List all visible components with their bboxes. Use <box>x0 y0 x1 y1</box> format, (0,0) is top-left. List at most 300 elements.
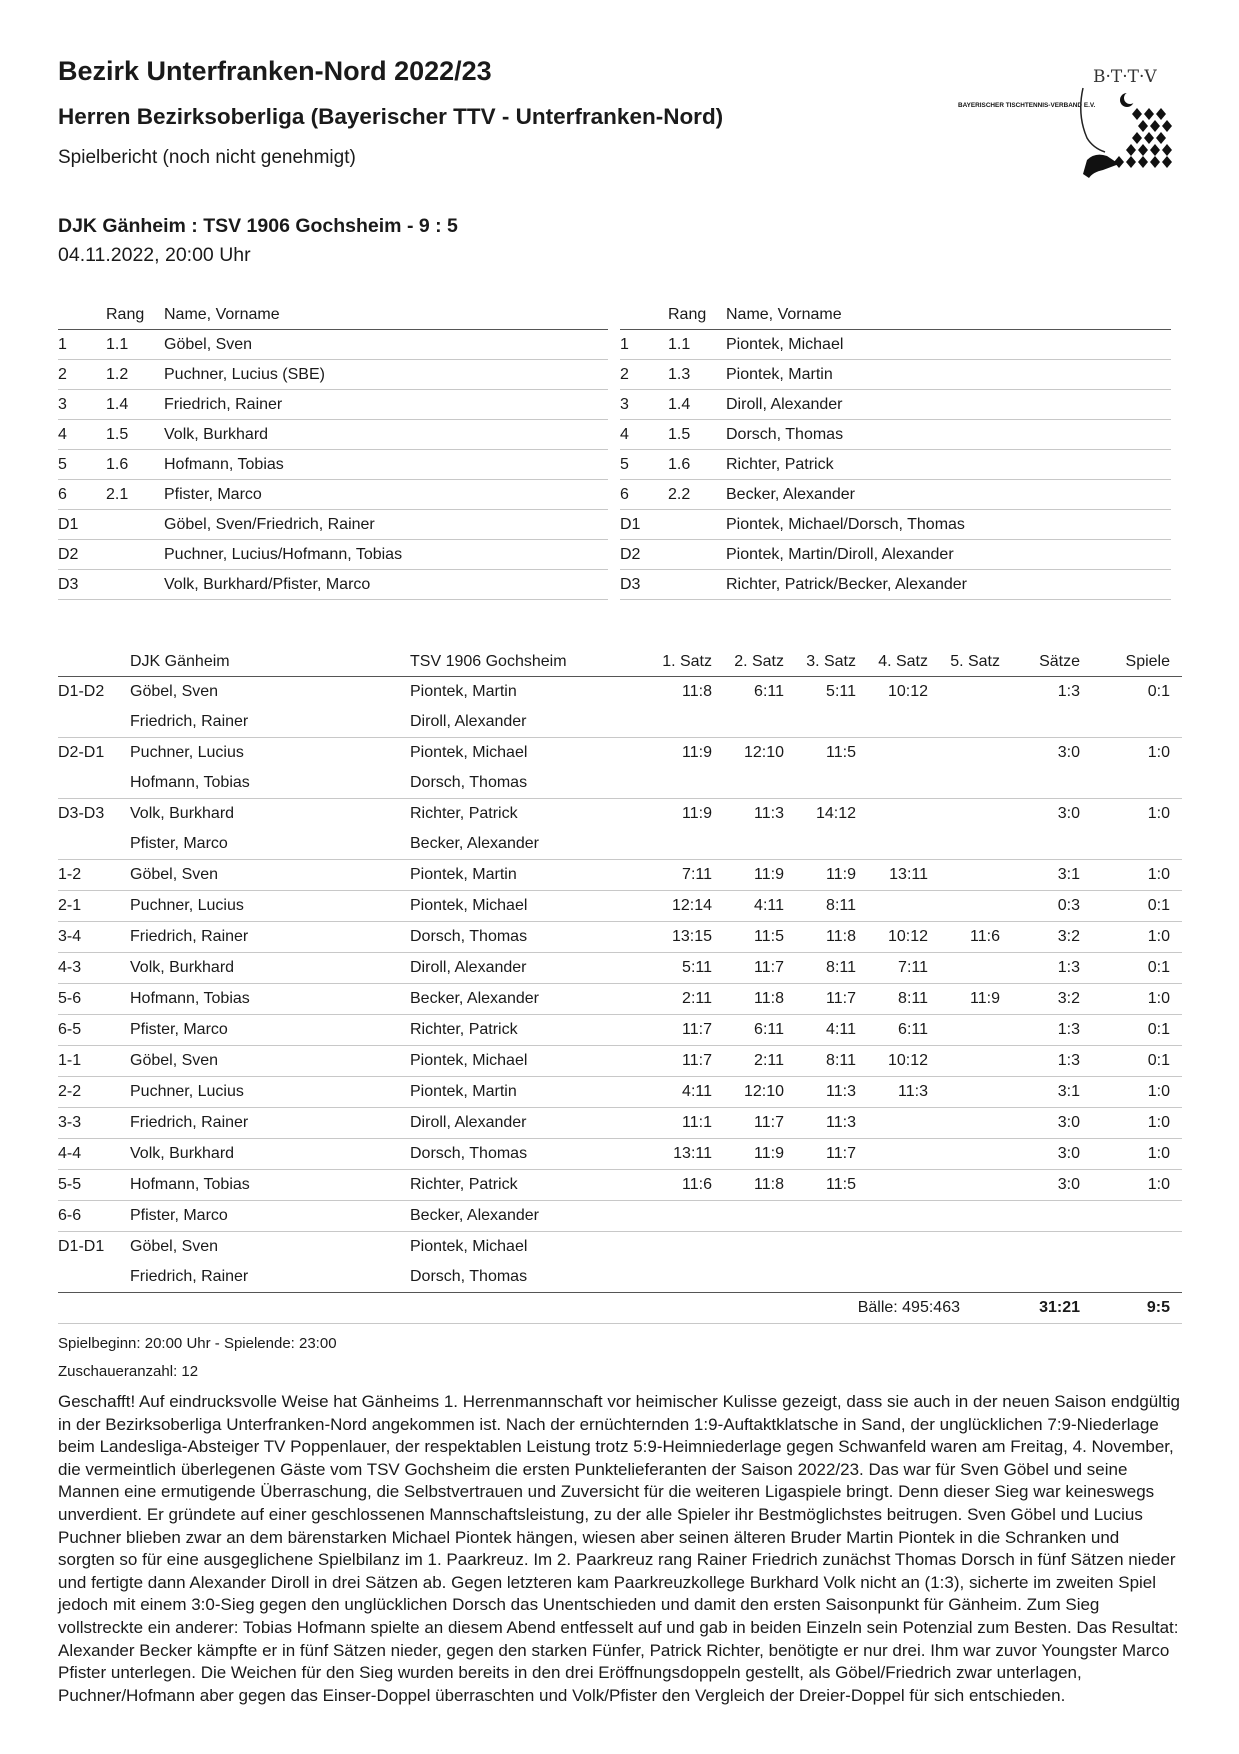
lineup-rang: 1.6 <box>106 450 164 480</box>
game-set-score: 13:15 <box>648 922 724 953</box>
game-guest-player: Richter, Patrick <box>410 1015 648 1046</box>
game-home-player: Puchner, Lucius <box>130 1077 410 1108</box>
lineup-row <box>620 390 1171 420</box>
game-home-player: Göbel, Sven <box>130 1232 410 1263</box>
game-set-score: 11:3 <box>724 799 796 830</box>
lineup-name: Piontek, Martin <box>726 360 1171 390</box>
game-row <box>58 1201 1182 1232</box>
game-home-partner: Friedrich, Rainer <box>130 1268 249 1285</box>
lineup-rang: 1.4 <box>106 390 164 420</box>
game-result <box>1092 1232 1182 1263</box>
lineup-name: Puchner, Lucius (SBE) <box>164 360 608 390</box>
lineup-row <box>620 480 1171 510</box>
lineup-rang: 1.5 <box>668 420 726 450</box>
lineup-pos: 5 <box>620 450 668 480</box>
game-guest-player: Becker, Alexander <box>410 1201 648 1232</box>
game-guest-player: Diroll, Alexander <box>410 953 648 984</box>
game-guest-player: Piontek, Michael <box>410 1046 648 1077</box>
game-set-score: 11:8 <box>724 984 796 1015</box>
col-rang-header: Rang <box>106 301 164 330</box>
game-home-player: Volk, Burkhard <box>130 1139 410 1170</box>
game-result: 0:1 <box>1092 1015 1182 1046</box>
game-guest-player: Piontek, Michael <box>410 1232 648 1263</box>
col-saetze-header: Sätze <box>1012 648 1092 677</box>
lineup-name: Richter, Patrick <box>726 450 1171 480</box>
game-row <box>58 891 1182 922</box>
game-set-score: 4:11 <box>796 1015 868 1046</box>
lineup-name: Volk, Burkhard/Pfister, Marco <box>164 570 608 600</box>
game-guest-partner: Becker, Alexander <box>410 835 539 852</box>
game-guest-player: Richter, Patrick <box>410 799 648 830</box>
lineup-row <box>620 510 1171 540</box>
game-set-score: 11:9 <box>724 860 796 891</box>
game-pair: 4-4 <box>58 1139 130 1170</box>
lineup-pos: 2 <box>620 360 668 390</box>
game-result: 0:1 <box>1092 1046 1182 1077</box>
game-row <box>58 984 1182 1015</box>
games-header-row <box>58 648 1182 677</box>
game-set-score: 11:3 <box>796 1077 868 1108</box>
col-home-header: DJK Gänheim <box>130 648 410 677</box>
lineup-pos: 2 <box>58 360 106 390</box>
game-home-player: Puchner, Lucius <box>130 891 410 922</box>
lineup-name: Richter, Patrick/Becker, Alexander <box>726 570 1171 600</box>
lineup-name: Piontek, Michael <box>726 330 1171 360</box>
game-pair: 1-2 <box>58 860 130 891</box>
game-sets-result: 3:1 <box>1012 1077 1092 1108</box>
game-row-partner <box>58 768 1182 799</box>
lineup-rang: 1.2 <box>106 360 164 390</box>
game-pair: 2-2 <box>58 1077 130 1108</box>
game-pair: 5-5 <box>58 1170 130 1201</box>
game-set-score: 8:11 <box>868 984 940 1015</box>
lineup-rang: 2.2 <box>668 480 726 510</box>
game-set-score: 6:11 <box>724 1015 796 1046</box>
col-set4-header: 4. Satz <box>868 648 940 677</box>
home-lineup-body <box>58 330 608 600</box>
guest-lineup-body <box>620 330 1171 600</box>
game-set-score: 13:11 <box>868 860 940 891</box>
game-guest-player: Richter, Patrick <box>410 1170 648 1201</box>
summary-row <box>58 1293 1182 1324</box>
match-title: DJK Gänheim : TSV 1906 Gochsheim - 9 : 5 <box>58 215 458 237</box>
game-row-partner <box>58 829 1182 860</box>
lineup-row <box>58 570 608 600</box>
lineup-rang: 1.1 <box>668 330 726 360</box>
game-row <box>58 922 1182 953</box>
game-set-score: 11:9 <box>648 738 724 769</box>
lineup-rang <box>668 510 726 540</box>
game-set-score: 11:1 <box>648 1108 724 1139</box>
spectator-count: Zuschaueranzahl: 12 <box>58 1363 199 1380</box>
lineup-name: Hofmann, Tobias <box>164 450 608 480</box>
game-guest-player: Becker, Alexander <box>410 984 648 1015</box>
game-home-player: Friedrich, Rainer <box>130 1108 410 1139</box>
game-row <box>58 799 1182 830</box>
game-guest-partner: Dorsch, Thomas <box>410 1268 528 1285</box>
game-row <box>58 677 1182 708</box>
lineup-rang: 1.6 <box>668 450 726 480</box>
game-set-score <box>940 1232 1012 1263</box>
lineup-rang: 1.5 <box>106 420 164 450</box>
col-pair-header <box>58 648 130 677</box>
game-row <box>58 1015 1182 1046</box>
game-set-score: 2:11 <box>648 984 724 1015</box>
game-set-score: 5:11 <box>826 683 856 700</box>
game-set-score <box>724 1201 796 1232</box>
game-home-player: Volk, Burkhard <box>130 953 410 984</box>
game-set-score <box>940 953 1012 984</box>
game-result: 1:0 <box>1092 738 1182 769</box>
game-set-score: 4:11 <box>648 1077 724 1108</box>
game-row-partner <box>58 707 1182 738</box>
game-sets-result: 3:0 <box>1012 799 1092 830</box>
game-sets-result: 1:3 <box>1057 683 1080 700</box>
game-set-score <box>868 1139 940 1170</box>
game-set-score <box>940 1201 1012 1232</box>
lineup-name: Volk, Burkhard <box>164 420 608 450</box>
game-set-score: 11:7 <box>648 1015 724 1046</box>
game-set-score: 11:3 <box>868 1077 940 1108</box>
game-guest-player: Piontek, Martin <box>410 1077 648 1108</box>
col-pos-header <box>620 301 668 330</box>
game-pair: 2-1 <box>58 891 130 922</box>
game-row <box>58 1077 1182 1108</box>
game-result: 0:1 <box>1092 953 1182 984</box>
game-set-score: 11:9 <box>940 984 1012 1015</box>
game-pair: 1-1 <box>58 1046 130 1077</box>
col-pos-header <box>58 301 106 330</box>
bttv-logo-graphic <box>955 60 1185 185</box>
lineup-rang: 2.1 <box>106 480 164 510</box>
game-set-score <box>868 891 940 922</box>
game-result: 1:0 <box>1092 799 1182 830</box>
lineup-pos: D3 <box>620 570 668 600</box>
lineup-pos: D3 <box>58 570 106 600</box>
game-guest-player: Diroll, Alexander <box>410 1108 648 1139</box>
logo-text: BAYERISCHER TISCHTENNIS-VERBAND E.V. <box>958 102 1096 109</box>
game-home-player: Friedrich, Rainer <box>130 922 410 953</box>
game-row <box>58 860 1182 891</box>
game-guest-player: Piontek, Martin <box>410 860 648 891</box>
game-set-score <box>648 1232 724 1263</box>
game-set-score: 8:11 <box>796 1046 868 1077</box>
game-pair: 3-3 <box>58 1108 130 1139</box>
lineup-rang <box>668 540 726 570</box>
game-set-score: 11:6 <box>648 1170 724 1201</box>
lineup-pos: 4 <box>620 420 668 450</box>
game-result: 0:1 <box>1092 891 1182 922</box>
game-row <box>58 1170 1182 1201</box>
lineup-pos: D2 <box>620 540 668 570</box>
lineup-pos: 1 <box>620 330 668 360</box>
game-set-score: 11:7 <box>648 1046 724 1077</box>
col-set1-header: 1. Satz <box>648 648 724 677</box>
game-row <box>58 1139 1182 1170</box>
game-set-score: 4:11 <box>724 891 796 922</box>
lineup-row <box>620 450 1171 480</box>
game-set-score: 6:11 <box>754 683 784 700</box>
game-set-score <box>868 1232 940 1263</box>
col-name-header: Name, Vorname <box>726 301 1171 330</box>
game-set-score: 14:12 <box>796 799 868 830</box>
game-sets-result: 3:2 <box>1012 922 1092 953</box>
game-set-score: 11:8 <box>796 922 868 953</box>
lineup-name: Göbel, Sven <box>164 330 608 360</box>
game-home-player: Puchner, Lucius <box>130 738 410 769</box>
sets-total: 31:21 <box>1012 1293 1092 1324</box>
game-set-score <box>648 1201 724 1232</box>
game-home-player: Göbel, Sven <box>130 1046 410 1077</box>
col-set3-header: 3. Satz <box>796 648 868 677</box>
game-set-score: 11:7 <box>724 1108 796 1139</box>
game-sets-result <box>1012 1201 1092 1232</box>
lineup-rang <box>106 570 164 600</box>
game-set-score: 11:7 <box>724 953 796 984</box>
game-result: 1:0 <box>1092 1077 1182 1108</box>
game-sets-result: 3:0 <box>1012 1108 1092 1139</box>
game-guest-player: Dorsch, Thomas <box>410 1139 648 1170</box>
game-set-score: 5:11 <box>648 953 724 984</box>
lineup-row <box>58 360 608 390</box>
game-set-score <box>940 738 1012 769</box>
game-home-player: Hofmann, Tobias <box>130 1170 410 1201</box>
lineup-pos: 3 <box>620 390 668 420</box>
lineup-row <box>620 540 1171 570</box>
lineup-pos: 5 <box>58 450 106 480</box>
lineup-header-row <box>58 301 608 330</box>
game-set-score <box>940 1077 1012 1108</box>
game-pair: 3-4 <box>58 922 130 953</box>
game-set-score <box>868 738 940 769</box>
game-set-score: 11:9 <box>796 860 868 891</box>
home-lineup-table <box>58 301 608 600</box>
lineup-row <box>58 510 608 540</box>
league-title: Herren Bezirksoberliga (Bayerischer TTV - Unterfranken-Nord) <box>58 104 724 129</box>
game-home-partner: Hofmann, Tobias <box>130 774 250 791</box>
game-set-score <box>724 1232 796 1263</box>
game-home-player: Volk, Burkhard <box>130 799 410 830</box>
game-set-score <box>940 860 1012 891</box>
bttv-logo <box>955 60 1185 185</box>
game-guest-partner: Diroll, Alexander <box>410 713 527 730</box>
game-sets-result <box>1012 1232 1092 1263</box>
game-set-score: 11:8 <box>682 683 712 700</box>
lineup-rang <box>106 510 164 540</box>
match-report-text: Geschafft! Auf eindrucksvolle Weise hat Gänheims 1. Herrenmannschaft vor heimischer Kulisse gezeigt, dass sie auch in der neuen Saison endgültig in der Bezirksoberliga Unterfranken-Nord angekommen ist. Nach der ernüchternden 1:9-Auftaktklatsche in Sand, der unglücklichen 7:9-Niederlage beim Landesliga-Absteiger TV Poppenlauer, der respektablen Leistung trotz 5:9-Heimniederlage gegen Schwanfeld waren am Freitag, 4. November, die vermeintlich überlegenen Gäste vom TSV Gochsheim die ersten Punktelieferanten der Saison 2022/23. Das war für Sven Göbel und seine Mannen eine ermutigende Überraschung, die Selbstvertrauen und Zuversicht für die weiteren Ligaspiele bringt. Denn dieser Sieg war keineswegs unverdient. Er gründete auf einer geschlossenen Mannschaftsleistung, zu der alle Spieler ihr Bestmöglichstes beitrugen. Sven Göbel und Lucius Puchner blieben zwar an dem bärenstarken Michael Piontek hängen, wiesen aber seinen älteren Bruder Martin Piontek in die Schranken und sorgten so für eine ausgeglichene Spielbilanz im 1. Paarkreuz. Im 2. Paarkreuz rang Rainer Friedrich zunächst Thomas Dorsch in fünf Sätzen nieder und fertigte dann Alexander Diroll in drei Sätzen ab. Gegen letzteren kam Paarkreuzkollege Burkhard Volk nicht an (1:3), sicherte im zweiten Spiel jedoch mit einem 3:0-Sieg gegen den unglücklichen Dorsch das Unentschieden und damit den ersten Saisonpunkt für Gänheim. Zum Sieg vollstreckte ein anderer: Tobias Hofmann spielte an diesem Abend entfesselt auf und gab in beiden Einzeln sein Potenzial zum Besten. Das Resultat: Alexander Becker kämpfte er in fünf Sätzen nieder, gegen den starken Fünfer, Patrick Richter, benötigte er nur drei. Ihm war zuvor Youngster Marco Pfister unterlegen. Die Weichen für den Sieg wurden bereits in den drei Eröffnungsdoppeln gestellt, als Göbel/Friedrich zwar unterlagen, Puchner/Hofmann aber gegen das Einser-Doppel überraschten und Volk/Pfister den Vergleich der Dreier-Doppel für sich entschieden. <box>58 1392 1180 1705</box>
game-home-player: Göbel, Sven <box>130 683 219 700</box>
game-set-score: 2:11 <box>724 1046 796 1077</box>
game-row <box>58 1046 1182 1077</box>
game-result: 1:0 <box>1092 1139 1182 1170</box>
game-sets-result: 1:3 <box>1012 1046 1092 1077</box>
guest-lineup-table <box>620 301 1171 600</box>
game-set-score: 11:7 <box>796 1139 868 1170</box>
game-set-score <box>940 1015 1012 1046</box>
game-result: 1:0 <box>1092 1170 1182 1201</box>
game-pair: D1-D1 <box>58 1232 130 1263</box>
game-home-player: Pfister, Marco <box>130 1015 410 1046</box>
lineup-row <box>58 330 608 360</box>
game-sets-result: 0:3 <box>1012 891 1092 922</box>
games-body <box>58 677 1182 1293</box>
lineup-rang <box>668 570 726 600</box>
game-home-partner: Friedrich, Rainer <box>130 713 249 730</box>
game-set-score: 11:7 <box>796 984 868 1015</box>
lineup-pos: D1 <box>58 510 106 540</box>
lineup-pos: 4 <box>58 420 106 450</box>
game-set-score: 12:14 <box>648 891 724 922</box>
lineup-pos: D1 <box>620 510 668 540</box>
lineup-name: Becker, Alexander <box>726 480 1171 510</box>
lineup-pos: 6 <box>58 480 106 510</box>
game-set-score: 7:11 <box>648 860 724 891</box>
game-pair: 6-6 <box>58 1201 130 1232</box>
col-name-header: Name, Vorname <box>164 301 608 330</box>
game-set-score: 11:5 <box>796 738 868 769</box>
lineup-row <box>58 450 608 480</box>
game-sets-result: 3:2 <box>1012 984 1092 1015</box>
lineup-pos: 3 <box>58 390 106 420</box>
game-set-score <box>868 1170 940 1201</box>
game-pair: D3-D3 <box>58 799 130 830</box>
game-sets-result: 3:1 <box>1012 860 1092 891</box>
col-spiele-header: Spiele <box>1092 648 1182 677</box>
game-set-score: 11:3 <box>796 1108 868 1139</box>
lineup-pos: 1 <box>58 330 106 360</box>
game-pair: 4-3 <box>58 953 130 984</box>
logo-letters: B·T·T·V <box>1093 67 1157 87</box>
game-row-partner <box>58 1262 1182 1293</box>
game-result: 1:0 <box>1092 1108 1182 1139</box>
game-set-score <box>868 799 940 830</box>
lineup-row <box>620 570 1171 600</box>
game-set-score: 8:11 <box>796 953 868 984</box>
match-date: 04.11.2022, 20:00 Uhr <box>58 244 251 266</box>
games-total: 9:5 <box>1092 1293 1182 1324</box>
game-guest-player: Dorsch, Thomas <box>410 922 648 953</box>
lineup-rang <box>106 540 164 570</box>
game-set-score <box>868 1108 940 1139</box>
game-set-score <box>868 1201 940 1232</box>
lineup-row <box>58 540 608 570</box>
col-guest-header: TSV 1906 Gochsheim <box>410 648 648 677</box>
lineup-row <box>620 330 1171 360</box>
col-set5-header: 5. Satz <box>940 648 1012 677</box>
game-guest-player: Piontek, Michael <box>410 738 648 769</box>
match-times: Spielbeginn: 20:00 Uhr - Spielende: 23:00 <box>58 1335 337 1352</box>
game-pair: D1-D2 <box>58 683 105 700</box>
game-result: 0:1 <box>1147 683 1170 700</box>
game-set-score: 11:5 <box>796 1170 868 1201</box>
lineup-name: Piontek, Martin/Diroll, Alexander <box>726 540 1171 570</box>
game-set-score <box>940 1046 1012 1077</box>
lineup-row <box>58 420 608 450</box>
lineup-rang: 1.1 <box>106 330 164 360</box>
game-row <box>58 1232 1182 1263</box>
lineup-row <box>620 420 1171 450</box>
game-pair: D2-D1 <box>58 738 130 769</box>
lineup-name: Pfister, Marco <box>164 480 608 510</box>
game-sets-result: 1:3 <box>1012 953 1092 984</box>
game-result: 1:0 <box>1092 922 1182 953</box>
game-row <box>58 953 1182 984</box>
game-set-score: 11:5 <box>724 922 796 953</box>
game-row <box>58 738 1182 769</box>
game-sets-result: 3:0 <box>1012 1139 1092 1170</box>
balls-total: Bälle: 495:463 <box>648 1293 1012 1324</box>
game-result: 1:0 <box>1092 860 1182 891</box>
lineup-row <box>620 360 1171 390</box>
lineup-name: Diroll, Alexander <box>726 390 1171 420</box>
game-set-score: 11:9 <box>648 799 724 830</box>
games-table <box>58 648 1182 1324</box>
game-set-score <box>940 1108 1012 1139</box>
game-set-score <box>796 1201 868 1232</box>
game-guest-player: Piontek, Michael <box>410 891 648 922</box>
game-set-score: 10:12 <box>887 683 928 700</box>
game-set-score: 8:11 <box>796 891 868 922</box>
game-set-score: 6:11 <box>868 1015 940 1046</box>
game-sets-result: 3:0 <box>1012 738 1092 769</box>
col-set2-header: 2. Satz <box>724 648 796 677</box>
game-set-score: 12:10 <box>724 738 796 769</box>
game-home-player: Pfister, Marco <box>130 1201 410 1232</box>
lineup-name: Göbel, Sven/Friedrich, Rainer <box>164 510 608 540</box>
game-result: 1:0 <box>1092 984 1182 1015</box>
game-set-score: 11:6 <box>940 922 1012 953</box>
game-set-score: 12:10 <box>724 1077 796 1108</box>
game-set-score: 13:11 <box>648 1139 724 1170</box>
game-sets-result: 3:0 <box>1012 1170 1092 1201</box>
game-set-score <box>796 1232 868 1263</box>
game-pair: 6-5 <box>58 1015 130 1046</box>
game-set-score: 10:12 <box>868 1046 940 1077</box>
report-status: Spielbericht (noch nicht genehmigt) <box>58 147 356 168</box>
game-set-score: 7:11 <box>868 953 940 984</box>
lineup-row <box>58 390 608 420</box>
lineup-name: Puchner, Lucius/Hofmann, Tobias <box>164 540 608 570</box>
col-rang-header: Rang <box>668 301 726 330</box>
game-guest-partner: Dorsch, Thomas <box>410 774 528 791</box>
game-set-score: 10:12 <box>868 922 940 953</box>
lineup-rang: 1.4 <box>668 390 726 420</box>
lineup-row <box>58 480 608 510</box>
page-title: Bezirk Unterfranken-Nord 2022/23 <box>58 56 492 86</box>
game-set-score <box>940 1139 1012 1170</box>
game-set-score: 11:9 <box>724 1139 796 1170</box>
game-sets-result: 1:3 <box>1012 1015 1092 1046</box>
game-result <box>1092 1201 1182 1232</box>
lineup-name: Friedrich, Rainer <box>164 390 608 420</box>
game-set-score <box>940 799 1012 830</box>
lineup-rang: 1.3 <box>668 360 726 390</box>
report-footer <box>58 1335 1180 1707</box>
game-set-score <box>940 1170 1012 1201</box>
lineup-pos: D2 <box>58 540 106 570</box>
game-set-score <box>940 677 1012 708</box>
game-home-partner: Pfister, Marco <box>130 835 228 852</box>
lineup-name: Piontek, Michael/Dorsch, Thomas <box>726 510 1171 540</box>
game-set-score <box>940 891 1012 922</box>
game-guest-player: Piontek, Martin <box>410 683 517 700</box>
lineup-name: Dorsch, Thomas <box>726 420 1171 450</box>
game-row <box>58 1108 1182 1139</box>
game-home-player: Hofmann, Tobias <box>130 984 410 1015</box>
lineup-header-row <box>620 301 1171 330</box>
game-pair: 5-6 <box>58 984 130 1015</box>
game-set-score: 11:8 <box>724 1170 796 1201</box>
